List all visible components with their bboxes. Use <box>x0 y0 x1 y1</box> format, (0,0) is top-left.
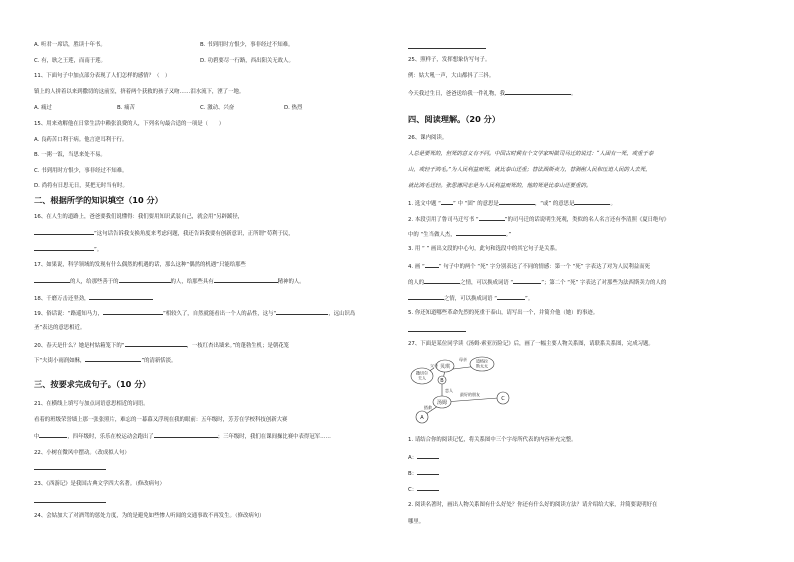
r27-q2-line-1: 2. 阅读名著时，画出人物关系图有什么好处？你还有什么好的阅读方法？请介绍给大家，并简要说明好在 <box>408 502 658 508</box>
r27-blank-b[interactable] <box>417 470 439 475</box>
q25-example: 例：姑大吼一声，大山都抖了三抖。 <box>408 73 495 79</box>
edge-best-friend <box>444 398 498 402</box>
passage-line-1: 人总是要死的，但死的意义有不同。中国古时候有个文学家叫做司马迁的说过：“人固有一死，或重于泰 <box>408 151 654 157</box>
r27-answer-b: B： <box>408 470 439 477</box>
q18-blank[interactable] <box>89 295 153 300</box>
node-tom-label: 汤姆 <box>436 400 448 406</box>
r4-blank-3[interactable] <box>513 279 541 284</box>
edge-lover-label: 恋人 <box>445 388 453 393</box>
q21-stem: 21、在横线上填写与加点词语意思相近的词语。 <box>34 401 149 407</box>
q10-option-c: C. 有，耿之王莲，而南于莲。 <box>34 58 106 64</box>
q17-blank-3[interactable] <box>214 278 278 283</box>
q19-blank-1[interactable] <box>103 310 163 315</box>
q16-line-3: ”。 <box>34 246 102 253</box>
r4-line-1: 4. 画 “ ” 句子中的两个 “死” 字分别表达了不同的情感：第一个 “死” 字表达了对为人民利益而死 <box>408 264 650 270</box>
r1-blank-1[interactable] <box>441 200 453 205</box>
q19-blank-2[interactable] <box>276 310 328 315</box>
node-thatcher-label-2: 夫人 <box>418 375 426 381</box>
r3-line: 3. 用 “ ” 画出文段的中心句，此句和选段中的其它句子是关系。 <box>408 246 561 252</box>
q19-line-1: 19、俗话说：“路遥知马力， ”相较久了，自然就能看出一个人的品性，这与“ ，远山识岛 <box>34 311 356 317</box>
q24-answer-line[interactable] <box>408 48 486 49</box>
r4-line-3: 之情，可以换成词语 “ ”。 <box>408 295 533 302</box>
q22-answer-line[interactable] <box>34 469 106 470</box>
q11-option-c: C. 激动、兴奋 <box>200 105 235 111</box>
q25-stem: 25、照样子，发挥想象仿写句子。 <box>408 57 491 63</box>
node-c-label: C <box>501 396 505 402</box>
section-2-heading: 二、根据所学的知识填空（10 分） <box>34 195 163 205</box>
q21-line-2: 中 ，四年级时，乐乐在校运动会跑出了 ；三年级时，我们在课间操比赛中表得冠军…… <box>34 434 331 440</box>
node-thatcher-label-1: 撒切尔 <box>416 370 428 376</box>
node-becky-label: 贝琪 <box>439 363 451 370</box>
q21-blank-1[interactable] <box>39 433 67 438</box>
node-a-label: A <box>420 415 424 421</box>
q16-line-1: 16、在人生的道路上，爸爸要我们说懂得：我们要用知识武装自己，就会用“另辟蹊径， <box>34 214 244 220</box>
r1-line: 1. 选文中题 “ ” 中 “固” 的意思是 ，“或” 的意思是 。 <box>408 201 616 207</box>
q11-stem: 11、下面句子中加点部分表现了人们怎样的感情？（ ） <box>34 73 171 79</box>
r4-blank-1[interactable] <box>425 263 439 268</box>
r1-blank-2[interactable] <box>499 200 535 205</box>
left-column <box>34 0 386 562</box>
q18-line: 18、千磨万击还坚劲， <box>34 295 153 302</box>
section-4-heading: 四、阅读理解。（20 分） <box>408 114 501 124</box>
character-relationship-diagram <box>408 352 518 428</box>
q23-answer-line[interactable] <box>34 502 106 503</box>
q26-stem: 26、课内阅读。 <box>408 135 448 141</box>
r4-line-2: 的人的 之情，可以换成词语 “ ”；第二个 “死” 字表达了对那些为法西斯卖力的人的 <box>408 280 667 286</box>
q25-task: 今天我过生日，爸爸送给我一件礼物，我 。 <box>408 91 577 97</box>
passage-line-3: 就比鸿毛还轻。张思德同志是为人民利益而死的，他的死是比泰山还要重的。 <box>408 183 592 189</box>
r4-blank-2[interactable] <box>424 279 460 284</box>
q15-option-d: D. 尚将有日思无日，莫把无时当有时。 <box>34 183 128 189</box>
edge-mother-label: 母亲 <box>459 357 467 362</box>
q17-line-2: 的人，给那些善于的 的人，给那些具有 精神的人。 <box>34 278 305 285</box>
q21-line-1: 看着的班级荣誉墙上那一张张照片，难忘的一幕幕又浮现在我的眼前：五年级时，芳芳在学校科技创新大赛 <box>34 417 288 423</box>
q11-text: 镇上的人拼着以来到撒切的这前室，挤着两个获救的孩子又吻……泪水流下，湮了一地。 <box>34 89 245 95</box>
q20-line-1: 20、春天是什么？她是村姑箱笼下的“ ，一枝红杏出墙来。”的蓬勃生机；是朝花笼 <box>34 343 290 349</box>
right-column <box>408 0 762 562</box>
node-douglas-label-2: 斯太太 <box>476 363 488 369</box>
q11-option-b: B. 痛苦 <box>117 105 135 111</box>
q15-stem: 15、用来劝解他在日常生活中赖张浪费的人，下列名句最合适的一项是（ ） <box>34 121 225 127</box>
q16-line-2: ”这句话告诉我支换角度来考虑问题，我还告诉我要有创新意识，正所谓“苟利于民， <box>34 230 294 237</box>
passage-line-2: 山，或轻于鸿毛。”为人民利益而死，就比泰山还重；替法西斯卖力，替剥削人民和压迫人民的人去死， <box>408 167 651 173</box>
q27-stem: 27、下面是某位同学读《汤姆·索亚历险记》后，画了一幅主要人物关系图，请联系关系图，完成习题。 <box>408 341 654 347</box>
r2-line-1: 2. 本段引用了鲁司马迁写书 “ ”的司马迁的话说明生死观，类似的名人名言还有李清照《夏日绝句》 <box>408 217 670 223</box>
q17-blank-2[interactable] <box>119 278 171 283</box>
q22-stem: 22、小树在微风中摆动。（改成拟人句） <box>34 450 130 456</box>
r27-q2-line-2: 哪里。 <box>408 519 425 525</box>
r5-line: 5. 你还知道哪些革命先烈的死重于泰山，请写出一个，并简介他（她）的事迹。 <box>408 310 599 316</box>
edge-father-label: 父亲 <box>430 363 438 368</box>
r27-blank-a[interactable] <box>417 454 439 459</box>
r27-answer-a: A： <box>408 454 439 461</box>
q24-stem: 24、会姑加大了对酒驾的惩处力度，为的是避免如些惨人听闻的交通事故不再发生。（修改病句） <box>34 513 265 519</box>
q17-blank-1[interactable] <box>34 278 70 283</box>
q20-blank-2[interactable] <box>85 357 141 362</box>
r27-blank-c[interactable] <box>417 486 439 491</box>
r4-blank-4[interactable] <box>408 295 444 300</box>
r27-q1: 1. 请结合你的阅读记忆，将关系图中三个字母所代表的内容补充完整。 <box>408 437 577 443</box>
q10-option-d: D. 功碧要尽一行路，西出阳关无故人。 <box>200 58 294 64</box>
q10-option-b: B. 书到用时方恨少，事非经过不知难。 <box>200 42 294 48</box>
q15-option-c: C. 书到用时方恨少，事非经过不知难。 <box>34 168 128 174</box>
q20-blank-1[interactable] <box>125 342 187 347</box>
r2-line-2: 中的 “生当做人杰， 。” <box>408 232 512 238</box>
r5-answer-line[interactable] <box>408 331 466 332</box>
q23-stem: 23、《西游记》是我国古典文学四大名著。（修改病句） <box>34 481 165 487</box>
edge-rescue-label: 搭救 <box>424 405 432 410</box>
q10-option-a: A. 听君一席话，胜读十年书。 <box>34 42 106 48</box>
q15-option-b: B. 一粥一饭，当思来处不易。 <box>34 152 106 158</box>
node-douglas-label-1: 道格拉 <box>476 358 488 364</box>
q19-line-2: 圣”表达的意思相近。 <box>34 325 86 331</box>
r2-blank-2[interactable] <box>456 231 506 236</box>
q15-option-a: A. 良药苦口利于病。他言逆耳利于行。 <box>34 137 128 143</box>
q21-blank-2[interactable] <box>154 433 218 438</box>
node-b-label: B <box>440 378 444 384</box>
q25-blank[interactable] <box>505 90 571 95</box>
edge-best-friend-label: 最好的朋友 <box>460 392 480 397</box>
section-3-heading: 三、按要求完成句子。（10 分） <box>34 379 151 389</box>
r2-blank-1[interactable] <box>479 216 505 221</box>
q11-option-d: D. 热烈 <box>284 105 303 111</box>
q17-line-1: 17、如果说，科学领域的发现有什么偶然的机遇的话，那么这种“偶然的机遇”只能给那些 <box>34 262 246 268</box>
r27-answer-c: C： <box>408 486 439 493</box>
q11-option-a: A. 痛过 <box>34 105 52 111</box>
r4-blank-5[interactable] <box>497 295 525 300</box>
q16-blank-2[interactable] <box>34 246 94 251</box>
q20-line-2: 下“夫街小雨润如酥， ”的清新恬淡。 <box>34 358 177 364</box>
q16-blank-1[interactable] <box>34 230 94 235</box>
r1-blank-3[interactable] <box>574 200 610 205</box>
